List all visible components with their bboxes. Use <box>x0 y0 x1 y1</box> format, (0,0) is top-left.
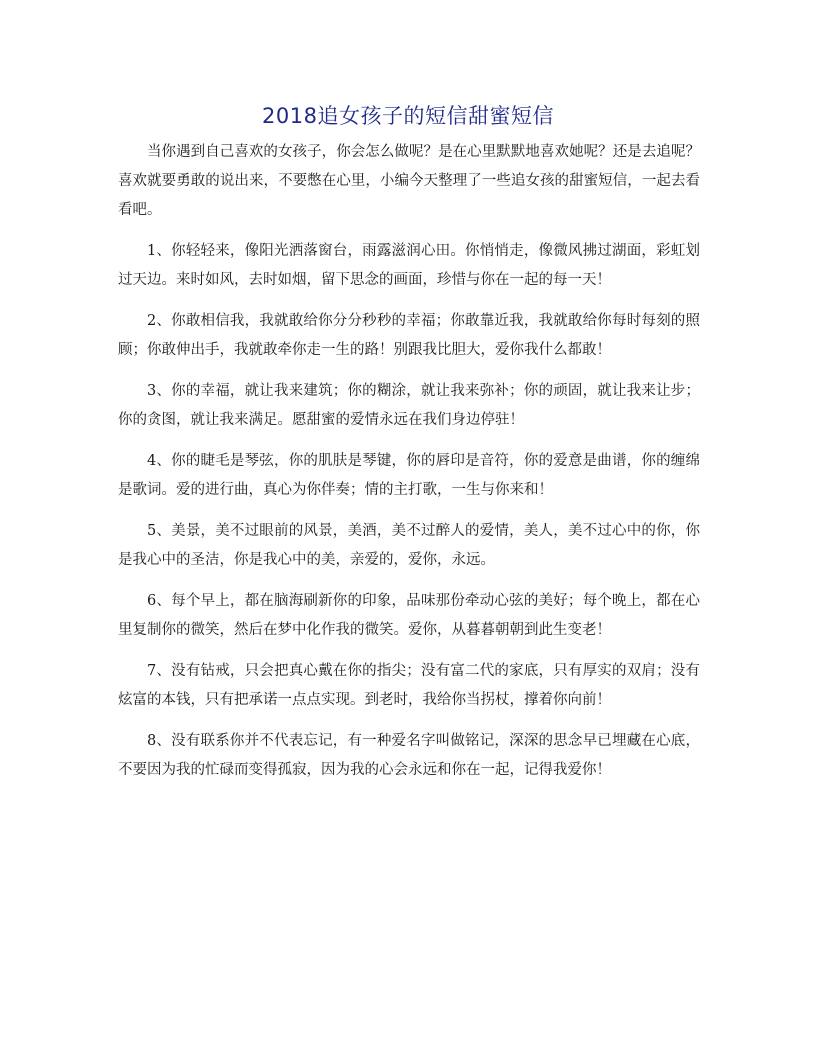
intro-paragraph: 当你遇到自己喜欢的女孩子，你会怎么做呢？是在心里默默地喜欢她呢？还是去追呢？喜欢就要勇敢的说出来，不要憋在心里，小编今天整理了一些追女孩的甜蜜短信，一起去看看吧。 <box>118 144 700 218</box>
message-paragraph-4: 4、你的睫毛是琴弦，你的肌肤是琴键，你的唇印是音符，你的爱意是曲谱，你的缠绵是歌词。爱的进行曲，真心为你伴奏；情的主打歌，一生与你来和！ <box>118 453 700 498</box>
document-body <box>118 138 700 797</box>
message-paragraph-3: 3、你的幸福，就让我来建筑；你的糊涂，就让我来弥补；你的顽固，就让我来让步；你的贪图，就让我来满足。愿甜蜜的爱情永远在我们身边停驻！ <box>118 383 700 428</box>
message-paragraph-2: 2、你敢相信我，我就敢给你分分秒秒的幸福；你敢靠近我，我就敢给你每时每刻的照顾；你敢伸出手，我就敢牵你走一生的路！别跟我比胆大，爱你我什么都敢！ <box>118 313 700 358</box>
message-paragraph-8: 8、没有联系你并不代表忘记，有一种爱名字叫做铭记，深深的思念早已埋藏在心底，不要因为我的忙碌而变得孤寂，因为我的心会永远和你在一起，记得我爱你！ <box>118 733 700 778</box>
message-paragraph-6: 6、每个早上，都在脑海刷新你的印象，品味那份牵动心弦的美好；每个晚上，都在心里复制你的微笑，然后在梦中化作我的微笑。爱你，从暮暮朝朝到此生变老！ <box>118 593 700 638</box>
message-paragraph-5: 5、美景，美不过眼前的风景，美酒，美不过醉人的爱情，美人，美不过心中的你，你是我心中的圣洁，你是我心中的美，亲爱的，爱你，永远。 <box>118 523 700 568</box>
document-title: 2018追女孩子的短信甜蜜短信 <box>262 104 554 128</box>
message-paragraph-7: 7、没有钻戒，只会把真心戴在你的指尖；没有富二代的家底，只有厚实的双肩；没有炫富的本钱，只有把承诺一点点实现。到老时，我给你当拐杖，撑着你向前！ <box>118 663 700 708</box>
message-paragraph-1: 1、你轻轻来，像阳光洒落窗台，雨露滋润心田。你悄悄走，像微风拂过湖面，彩虹划过天边。来时如风，去时如烟，留下思念的画面，珍惜与你在一起的每一天！ <box>118 243 700 288</box>
